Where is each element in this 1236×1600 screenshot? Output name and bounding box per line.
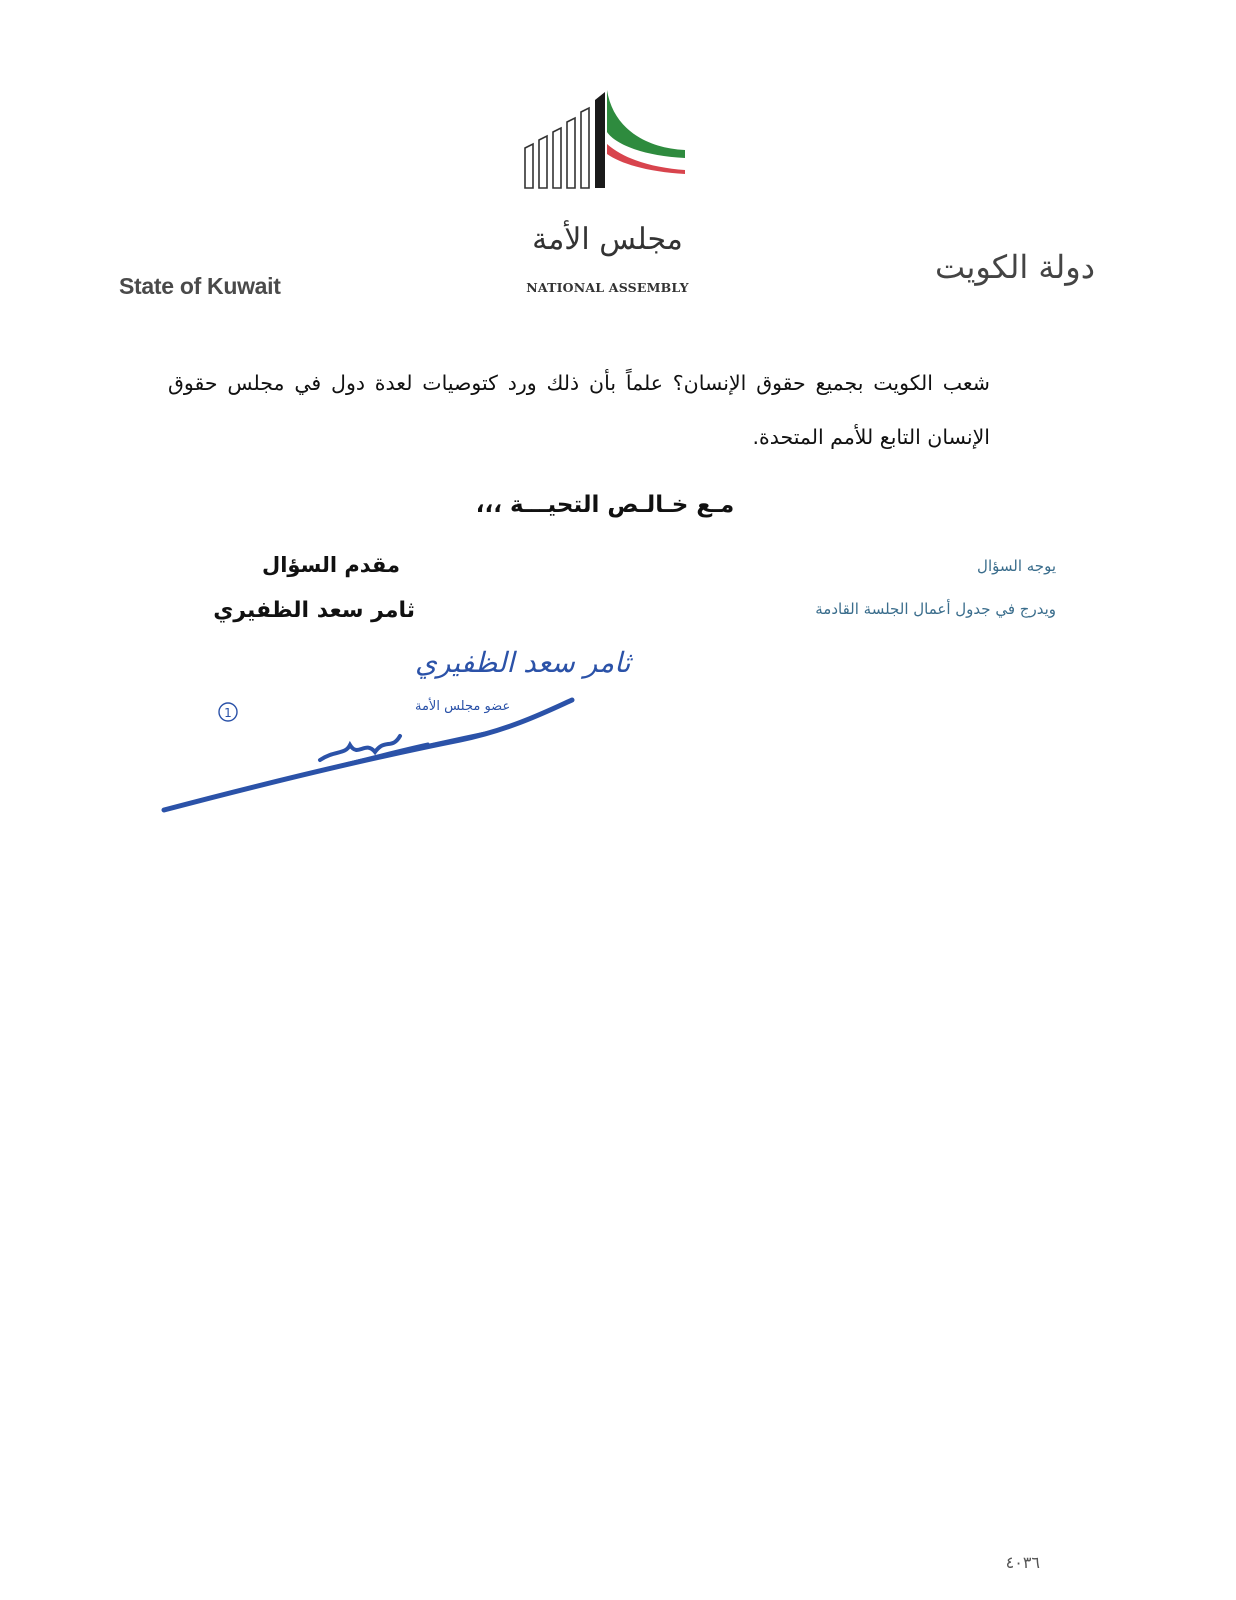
submitter-name: ثامر سعد الظفيري xyxy=(213,598,415,623)
stamp-number: 1 xyxy=(224,706,232,720)
submitter-title: مقدم السؤال xyxy=(262,553,400,577)
state-of-kuwait-english: State of Kuwait xyxy=(119,273,281,299)
stamp-role: عضو مجلس الأمة xyxy=(415,699,511,714)
question-body-paragraph: شعب الكويت بجميع حقوق الإنسان؟ علماً بأن ذلك ورد كتوصيات لعدة دول في مجلس حقوق الإنسان التابع للأمم المتحدة. xyxy=(168,371,990,449)
logo-arabic-text: مجلس الأمة xyxy=(532,222,683,257)
state-of-kuwait-arabic: دولة الكويت xyxy=(935,248,1095,286)
signature-stamp xyxy=(160,640,631,820)
national-assembly-logo-icon xyxy=(525,88,705,193)
stamp-name: ثامر سعد الظفيري xyxy=(415,646,631,679)
directed-note: يوجه السؤال xyxy=(977,557,1056,575)
logo-english-text: NATIONAL ASSEMBLY xyxy=(526,280,689,295)
agenda-note: ويدرج في جدول أعمال الجلسة القادمة xyxy=(815,600,1056,618)
closing-greeting: مـع خـالـص التحيـــة ،،، xyxy=(475,492,735,518)
page-number: ٤٠٣٦ xyxy=(1005,1553,1040,1572)
